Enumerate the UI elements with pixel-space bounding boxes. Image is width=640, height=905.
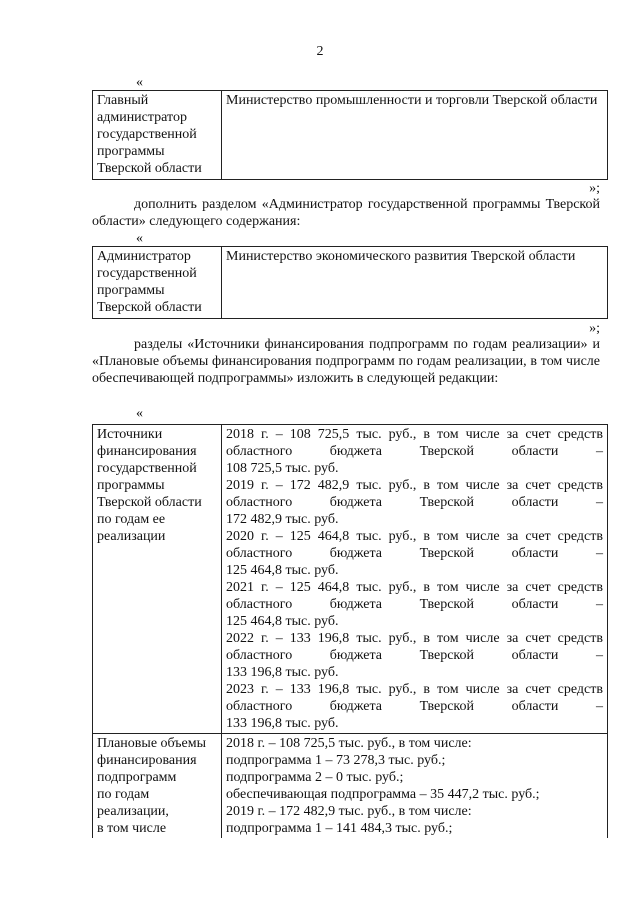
- funding-line: 2021 г. – 125 464,8 тыс. руб., в том числе за счет средств: [226, 580, 603, 595]
- label-line: Главный: [97, 93, 149, 108]
- admin-secondary-label: [93, 247, 222, 319]
- funding-line: 2020 г. – 125 464,8 тыс. руб., в том числе за счет средств: [226, 529, 603, 544]
- funding-line: 2018 г. – 108 725,5 тыс. руб., в том числе за счет средств: [226, 427, 603, 442]
- funding-line: 133 196,8 тыс. руб.: [226, 665, 339, 680]
- label-line: государственной: [97, 127, 197, 142]
- label-line: Тверской области: [97, 495, 202, 510]
- open-quote-1: «: [136, 75, 143, 90]
- funding-line: 125 464,8 тыс. руб.: [226, 563, 339, 578]
- label-line: Тверской области: [97, 161, 202, 176]
- funding-line: 133 196,8 тыс. руб.: [226, 716, 339, 731]
- funding-line: областного бюджета Тверской области –: [226, 597, 603, 612]
- planned-line: 2018 г. – 108 725,5 тыс. руб., в том числе:: [226, 736, 472, 751]
- open-quote-2: «: [136, 231, 143, 246]
- paragraph-add-section: дополнить разделом «Администратор государственной программы Тверской области» следующего содержания:: [92, 197, 600, 229]
- label-line: программы: [97, 478, 165, 493]
- close-quote-2: »;: [589, 321, 600, 336]
- funding-year-2021: [226, 579, 603, 630]
- funding-line: областного бюджета Тверской области –: [226, 444, 603, 459]
- open-quote-3: «: [136, 406, 143, 421]
- label-line: по годам: [97, 787, 150, 802]
- admin-secondary-text: Министерство экономического развития Тверской области: [226, 249, 576, 264]
- label-line: финансирования: [97, 753, 197, 768]
- funding-year-2020: [226, 528, 603, 579]
- label-line: государственной: [97, 461, 197, 476]
- admin-main-value: Министерство промышленности и торговли Тверской области: [222, 91, 608, 180]
- planned-volumes-values: [222, 734, 608, 839]
- label-line: Плановые объемы: [97, 736, 207, 751]
- funding-line: 125 464,8 тыс. руб.: [226, 614, 339, 629]
- planned-volumes-label: [93, 734, 222, 839]
- funding-line: 172 482,9 тыс. руб.: [226, 512, 339, 527]
- planned-line: подпрограмма 2 – 0 тыс. руб.;: [226, 770, 404, 785]
- funding-line: областного бюджета Тверской области –: [226, 648, 603, 663]
- label-line: программы: [97, 144, 165, 159]
- page-number: 2: [316, 44, 324, 59]
- label-line: администратор: [97, 110, 187, 125]
- funding-table: [92, 424, 608, 838]
- label-line: Источники: [97, 427, 163, 442]
- funding-year-2023: [226, 681, 603, 732]
- funding-year-2019: [226, 477, 603, 528]
- label-line: подпрограмм: [97, 770, 177, 785]
- admin-table-secondary: [92, 246, 608, 319]
- admin-secondary-value: [222, 247, 608, 319]
- funding-year-2018: [226, 426, 603, 477]
- label-line: по годам ее: [97, 512, 166, 527]
- planned-line: 2019 г. – 172 482,9 тыс. руб., в том числе:: [226, 804, 472, 819]
- funding-line: областного бюджета Тверской области –: [226, 495, 603, 510]
- funding-line: областного бюджета Тверской области –: [226, 699, 603, 714]
- label-line: государственной: [97, 266, 197, 281]
- funding-sources-values: [222, 425, 608, 734]
- funding-line: 2019 г. – 172 482,9 тыс. руб., в том числе за счет средств: [226, 478, 603, 493]
- label-line: в том числе: [97, 821, 167, 836]
- funding-line: 2023 г. – 133 196,8 тыс. руб., в том числе за счет средств: [226, 682, 603, 697]
- planned-line: обеспечивающая подпрограмма – 35 447,2 тыс. руб.;: [226, 787, 540, 802]
- funding-line: областного бюджета Тверской области –: [226, 546, 603, 561]
- label-line: Тверской области: [97, 300, 202, 315]
- planned-line: подпрограмма 1 – 73 278,3 тыс. руб.;: [226, 753, 446, 768]
- funding-year-2022: [226, 630, 603, 681]
- label-line: программы: [97, 283, 165, 298]
- paragraph-sections: разделы «Источники финансирования подпрограмм по годам реализации» и «Плановые объемы финансирования подпрограмм по годам реализации, в том числе обеспечивающей подпрограммы» изложить в следующей редакции:: [92, 337, 600, 386]
- close-quote-1: »;: [589, 181, 600, 196]
- funding-line: 2022 г. – 133 196,8 тыс. руб., в том числе за счет средств: [226, 631, 603, 646]
- label-line: Администратор: [97, 249, 191, 264]
- admin-table-main: [92, 90, 608, 180]
- label-line: реализации,: [97, 804, 169, 819]
- planned-line: подпрограмма 1 – 141 484,3 тыс. руб.;: [226, 821, 453, 836]
- label-line: реализации: [97, 529, 166, 544]
- label-line: финансирования: [97, 444, 197, 459]
- funding-line: 108 725,5 тыс. руб.: [226, 461, 339, 476]
- admin-main-label: [93, 91, 222, 180]
- funding-sources-label: [93, 425, 222, 734]
